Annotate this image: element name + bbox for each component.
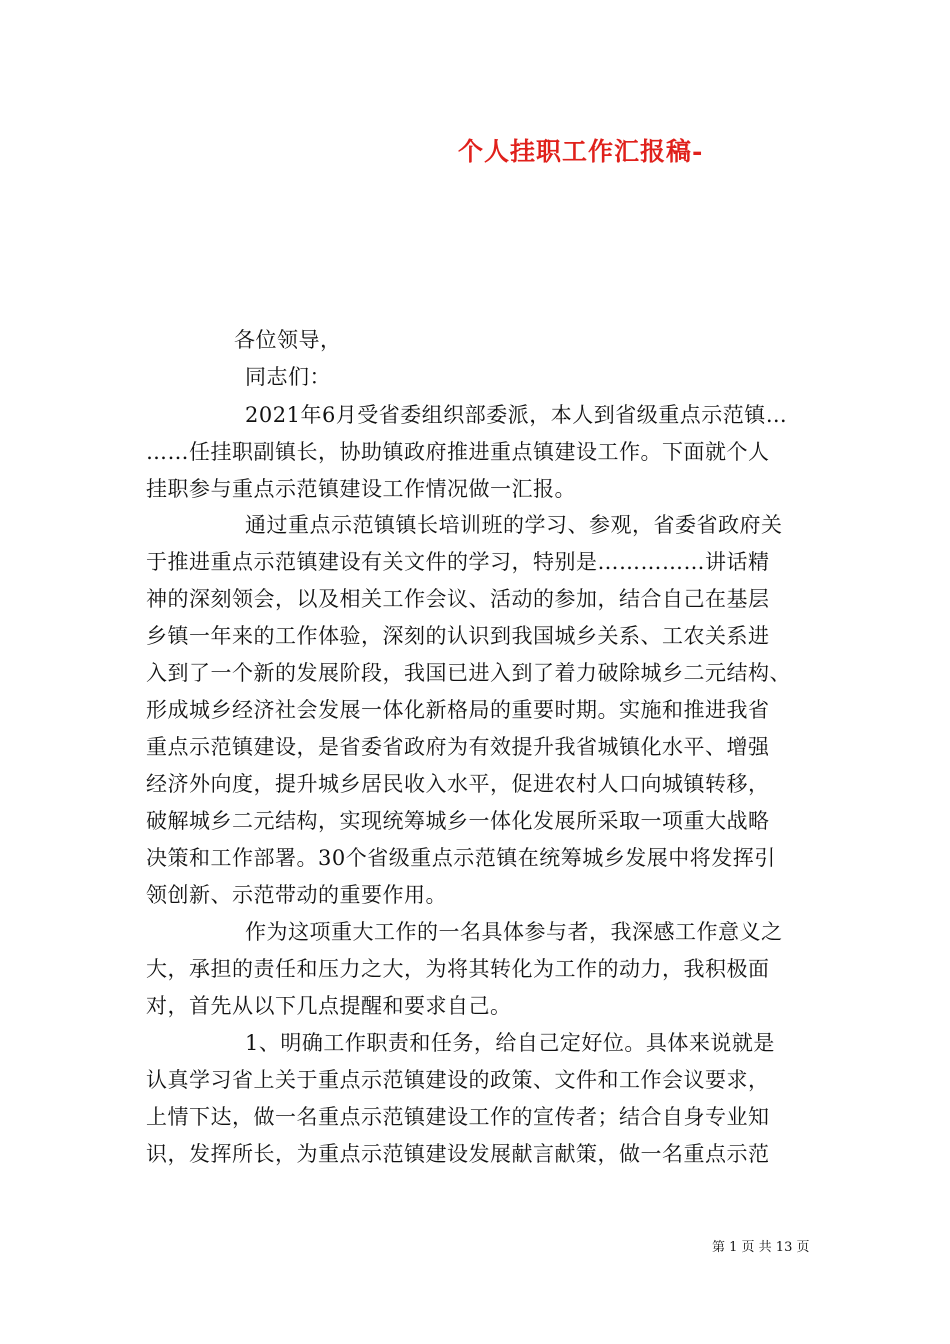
paragraph-3-line-2: 大，承担的责任和压力之大，为将其转化为工作的动力，我积极面: [146, 957, 770, 981]
document-title: 个人挂职工作汇报稿-: [458, 137, 704, 166]
paragraph-1-line-2: ……任挂职副镇长，协助镇政府推进重点镇建设工作。下面就个人: [146, 440, 770, 464]
salutation-line-1: 各位领导，: [234, 328, 342, 352]
paragraph-1-line-3: 挂职参与重点示范镇建设工作情况做一汇报。: [146, 477, 576, 501]
paragraph-3-line-3: 对，首先从以下几点提醒和要求自己。: [146, 994, 512, 1018]
paragraph-1-line-1: 2021年6月受省委组织部委派，本人到省级重点示范镇…: [245, 403, 788, 427]
paragraph-2-line-10: 决策和工作部署。30个省级重点示范镇在统筹城乡发展中将发挥引: [146, 846, 776, 870]
paragraph-3-line-1: 作为这项重大工作的一名具体参与者，我深感工作意义之: [245, 920, 783, 944]
paragraph-2-line-5: 入到了一个新的发展阶段，我国已进入到了着力破除城乡二元结构、: [146, 661, 791, 685]
paragraph-4-line-4: 识，发挥所长，为重点示范镇建设发展献言献策，做一名重点示范: [146, 1142, 770, 1166]
paragraph-2-line-1: 通过重点示范镇镇长培训班的学习、参观，省委省政府关: [245, 513, 783, 537]
paragraph-4-line-3: 上情下达，做一名重点示范镇建设工作的宣传者；结合自身专业知: [146, 1105, 770, 1129]
paragraph-2-line-11: 领创新、示范带动的重要作用。: [146, 883, 447, 907]
page-number-footer: 第 1 页 共 13 页: [712, 1240, 810, 1255]
paragraph-2-line-4: 乡镇一年来的工作体验，深刻的认识到我国城乡关系、工农关系进: [146, 624, 770, 648]
paragraph-2-line-6: 形成城乡经济社会发展一体化新格局的重要时期。实施和推进我省: [146, 698, 770, 722]
paragraph-4-line-1: 1、明确工作职责和任务，给自己定好位。具体来说就是: [245, 1031, 775, 1055]
paragraph-2-line-2: 于推进重点示范镇建设有关文件的学习，特别是……………讲话精: [146, 550, 770, 574]
paragraph-2-line-3: 神的深刻领会，以及相关工作会议、活动的参加，结合自己在基层: [146, 587, 770, 611]
paragraph-2-line-8: 经济外向度，提升城乡居民收入水平，促进农村人口向城镇转移，: [146, 772, 770, 796]
salutation-line-2: 同志们：: [245, 365, 331, 389]
paragraph-2-line-7: 重点示范镇建设，是省委省政府为有效提升我省城镇化水平、增强: [146, 735, 770, 759]
paragraph-2-line-9: 破解城乡二元结构，实现统筹城乡一体化发展所采取一项重大战略: [146, 809, 770, 833]
paragraph-4-line-2: 认真学习省上关于重点示范镇建设的政策、文件和工作会议要求，: [146, 1068, 770, 1092]
